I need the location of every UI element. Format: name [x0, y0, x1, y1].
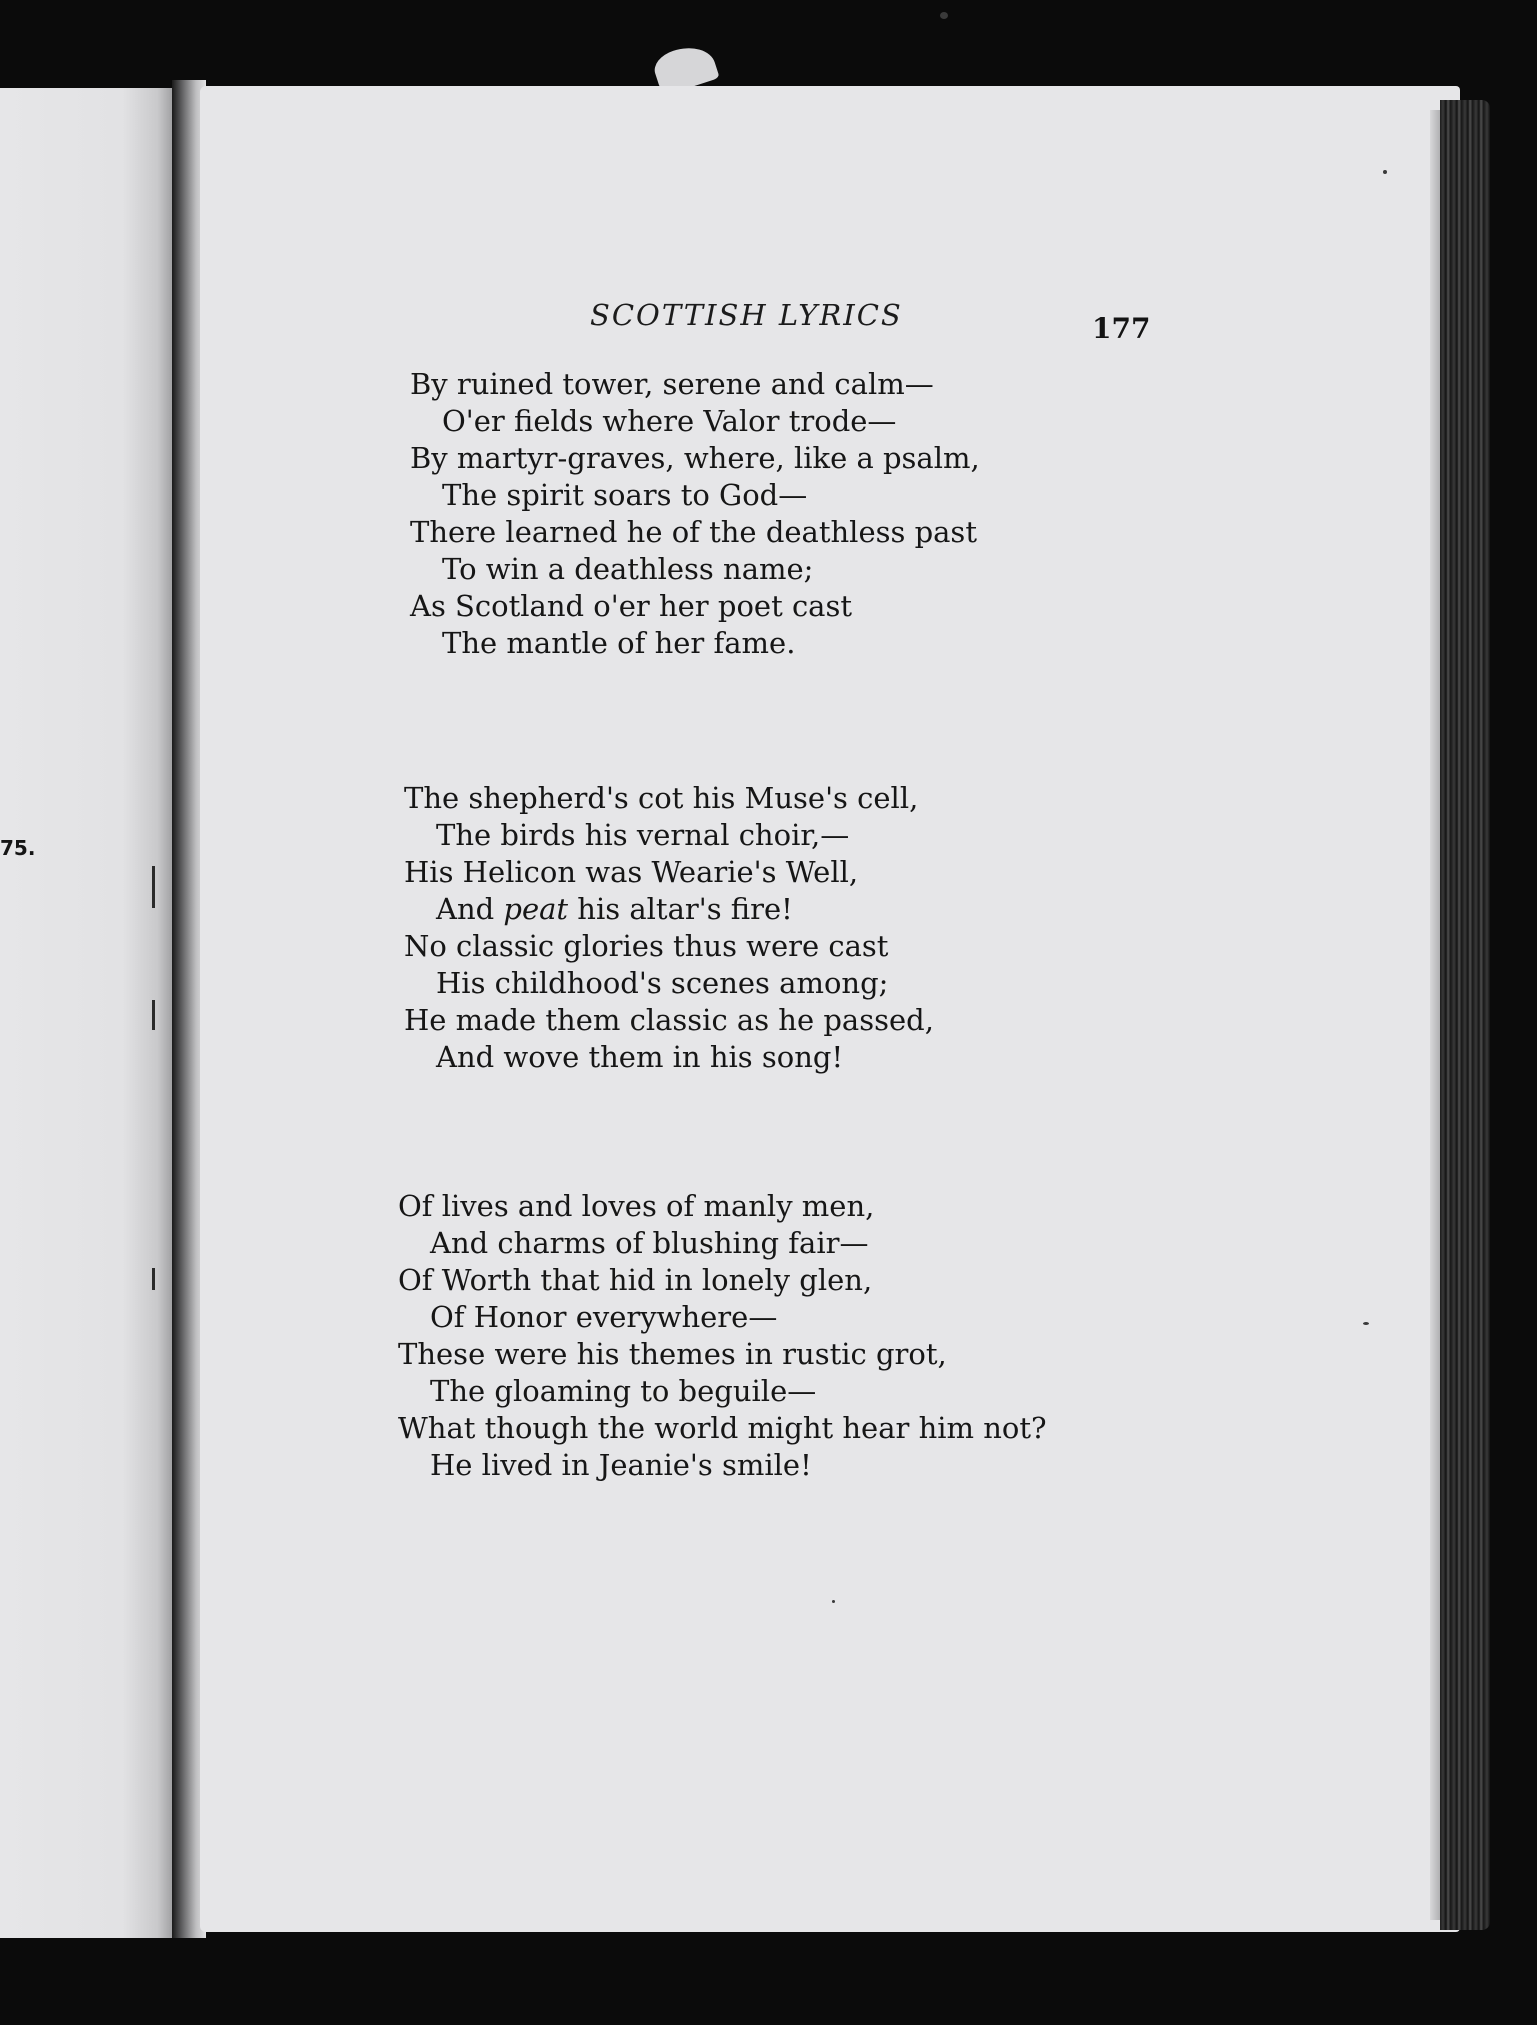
- page-stack-edge: [1440, 100, 1490, 1930]
- verse-line: He made them classic as he passed,: [404, 1003, 934, 1037]
- verse-line: And wove them in his song!: [436, 1040, 844, 1074]
- stanza-3: [398, 1188, 1047, 1484]
- verse-line: And charms of blushing fair—: [430, 1226, 869, 1260]
- running-head: SCOTTISH LYRICS: [590, 298, 903, 332]
- verse-word: And: [436, 892, 495, 926]
- verse-line: His childhood's scenes among;: [436, 966, 889, 1000]
- verse-line: What though the world might hear him not?: [398, 1411, 1047, 1445]
- verse-line: [404, 891, 934, 928]
- verse-line: No classic glories thus were cast: [404, 929, 889, 963]
- previous-page-number: 75.: [0, 836, 36, 860]
- verse-line: As Scotland o'er her poet cast: [410, 589, 853, 623]
- verse-line: Of Honor everywhere—: [430, 1300, 778, 1334]
- speck: [1363, 1322, 1369, 1325]
- verse-line: The birds his vernal choir,—: [436, 818, 850, 852]
- verse-line: His Helicon was Wearie's Well,: [404, 855, 859, 889]
- margin-mark: [152, 1000, 155, 1030]
- italic-word: peat: [503, 892, 569, 926]
- speck: [832, 1600, 835, 1603]
- page-number: 177: [1092, 312, 1151, 345]
- stanza-2: [404, 780, 934, 1076]
- verse-line: He lived in Jeanie's smile!: [430, 1448, 812, 1482]
- verse-line: The shepherd's cot his Muse's cell,: [404, 781, 919, 815]
- verse-line: Of lives and loves of manly men,: [398, 1189, 875, 1223]
- verse-line: The gloaming to beguile—: [430, 1374, 817, 1408]
- verse-line: Of Worth that hid in lonely glen,: [398, 1263, 873, 1297]
- verse-line: The spirit soars to God—: [442, 478, 808, 512]
- verse-line: O'er fields where Valor trode—: [442, 404, 897, 438]
- verse-line: The mantle of her fame.: [442, 626, 796, 660]
- previous-page: [0, 88, 175, 1938]
- speck: [1383, 170, 1387, 174]
- margin-mark: [152, 866, 155, 908]
- verse-line: By ruined tower, serene and calm—: [410, 367, 934, 401]
- speck: [940, 12, 948, 19]
- stanza-1: [410, 366, 980, 662]
- margin-mark: [152, 1268, 155, 1290]
- verse-line-rest: his altar's fire!: [577, 892, 793, 926]
- verse-line: To win a deathless name;: [442, 552, 814, 586]
- verse-line: These were his themes in rustic grot,: [398, 1337, 947, 1371]
- verse-line: By martyr-graves, where, like a psalm,: [410, 441, 980, 475]
- verse-line: There learned he of the deathless past: [410, 515, 977, 549]
